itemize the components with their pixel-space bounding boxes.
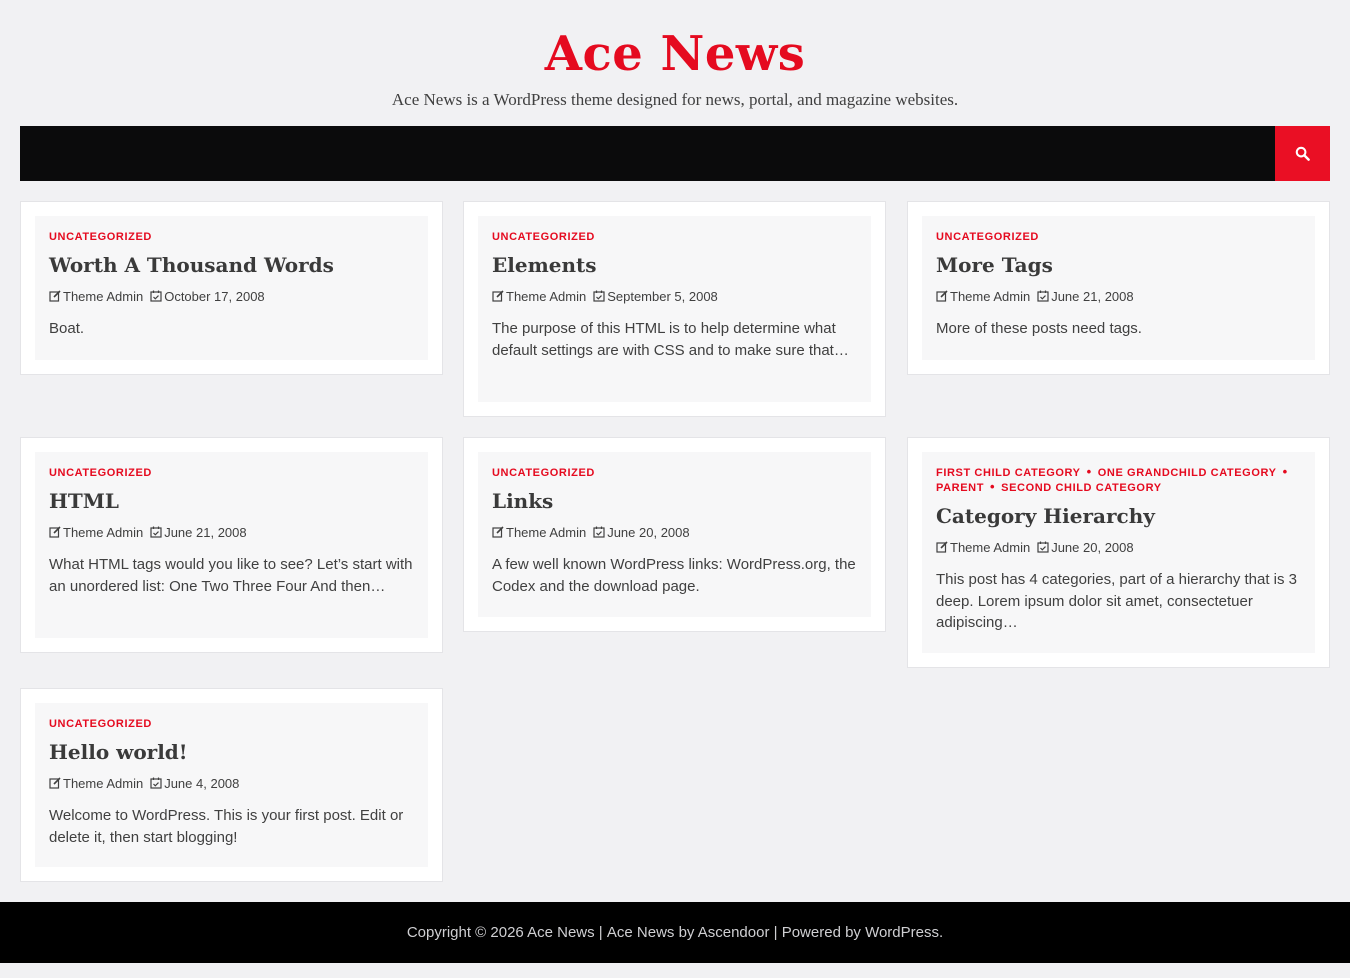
post-date[interactable]	[150, 289, 264, 304]
post-card	[20, 201, 443, 375]
date-text: June 4, 2008	[164, 775, 240, 791]
post-card	[463, 201, 886, 417]
post-meta	[936, 539, 1301, 555]
post-excerpt: A few well known WordPress links: WordPress.org, the Codex and the download page.	[492, 556, 856, 595]
category-link[interactable]: PARENT	[936, 482, 985, 494]
main-navigation	[20, 126, 1330, 181]
post-date[interactable]	[593, 525, 689, 540]
post-meta	[49, 524, 414, 540]
post-card	[20, 437, 443, 653]
date-text: October 17, 2008	[164, 288, 265, 304]
edit-icon	[936, 541, 948, 553]
post-author[interactable]	[49, 776, 143, 791]
post-categories	[936, 230, 1301, 245]
author-name: Theme Admin	[63, 288, 144, 304]
calendar-check-icon	[150, 290, 162, 302]
category-link[interactable]: UNCATEGORIZED	[49, 231, 152, 243]
post-title[interactable]: Elements	[492, 253, 597, 277]
post-date[interactable]	[593, 289, 718, 304]
post-author[interactable]	[936, 289, 1030, 304]
category-link[interactable]: UNCATEGORIZED	[49, 467, 152, 479]
author-name: Theme Admin	[63, 775, 144, 791]
post-title[interactable]: Links	[492, 489, 554, 513]
calendar-check-icon	[150, 526, 162, 538]
post-date[interactable]	[150, 776, 239, 791]
post-author[interactable]	[492, 525, 586, 540]
post-title[interactable]: HTML	[49, 489, 119, 513]
wordpress-credit-link[interactable]: Powered by WordPress.	[781, 924, 944, 941]
post-title[interactable]: Worth A Thousand Words	[49, 253, 334, 277]
post-meta	[492, 288, 857, 304]
calendar-check-icon	[1037, 290, 1049, 302]
category-separator: •	[990, 479, 996, 494]
calendar-check-icon	[593, 290, 605, 302]
author-name: Theme Admin	[506, 524, 587, 540]
post-title[interactable]: More Tags	[936, 253, 1053, 277]
date-text: June 21, 2008	[1051, 288, 1134, 304]
copyright-text: Copyright © 2026 Ace News	[406, 924, 595, 941]
post-excerpt: More of these posts need tags.	[936, 320, 1142, 337]
post-date[interactable]	[1037, 540, 1133, 555]
post-author[interactable]	[49, 525, 143, 540]
edit-icon	[936, 290, 948, 302]
post-date[interactable]	[1037, 289, 1133, 304]
post-categories	[492, 466, 857, 481]
post-card	[20, 688, 443, 882]
post-categories	[49, 466, 414, 481]
post-meta	[49, 775, 414, 791]
post-card	[907, 201, 1330, 375]
site-header	[0, 0, 1350, 126]
post-excerpt: Boat.	[49, 320, 85, 337]
post-author[interactable]	[936, 540, 1030, 555]
calendar-check-icon	[150, 777, 162, 789]
theme-credit-link[interactable]: Ace News by Ascendoor	[606, 924, 770, 941]
category-link[interactable]: UNCATEGORIZED	[936, 231, 1039, 243]
search-icon	[1295, 146, 1310, 161]
category-link[interactable]: UNCATEGORIZED	[492, 231, 595, 243]
post-title[interactable]: Category Hierarchy	[936, 504, 1155, 528]
date-text: June 20, 2008	[607, 524, 690, 540]
post-excerpt: What HTML tags would you like to see? Let’s start with an unordered list: One Two Three Four And then…	[49, 556, 413, 595]
author-name: Theme Admin	[63, 524, 144, 540]
site-footer	[0, 902, 1350, 963]
post-excerpt: Welcome to WordPress. This is your first post. Edit or delete it, then start blogging!	[49, 807, 404, 846]
edit-icon	[492, 290, 504, 302]
post-meta	[492, 524, 857, 540]
edit-icon	[492, 526, 504, 538]
author-name: Theme Admin	[950, 539, 1031, 555]
author-name: Theme Admin	[950, 288, 1031, 304]
post-categories	[49, 717, 414, 732]
site-tagline: Ace News is a WordPress theme designed for news, portal, and magazine websites.	[391, 90, 959, 109]
post-card	[463, 437, 886, 632]
calendar-check-icon	[1037, 541, 1049, 553]
category-separator: •	[1086, 464, 1092, 479]
category-link[interactable]: UNCATEGORIZED	[492, 467, 595, 479]
post-author[interactable]	[49, 289, 143, 304]
author-name: Theme Admin	[506, 288, 587, 304]
edit-icon	[49, 777, 61, 789]
date-text: September 5, 2008	[607, 288, 718, 304]
category-link[interactable]: SECOND CHILD CATEGORY	[1001, 482, 1162, 494]
footer-separator: |	[594, 924, 607, 941]
post-excerpt: The purpose of this HTML is to help determine what default settings are with CSS and to make sure that…	[492, 320, 849, 359]
post-meta	[936, 288, 1301, 304]
post-meta	[49, 288, 414, 304]
post-categories	[936, 466, 1301, 496]
post-author[interactable]	[492, 289, 586, 304]
post-title[interactable]: Hello world!	[49, 740, 188, 764]
search-button[interactable]	[1275, 126, 1330, 181]
category-link[interactable]: UNCATEGORIZED	[49, 718, 152, 730]
category-separator: •	[1282, 464, 1288, 479]
date-text: June 21, 2008	[164, 524, 247, 540]
calendar-check-icon	[593, 526, 605, 538]
category-link[interactable]: FIRST CHILD CATEGORY	[936, 467, 1081, 479]
post-card	[907, 437, 1330, 668]
category-link[interactable]: ONE GRANDCHILD CATEGORY	[1097, 467, 1277, 479]
post-excerpt: This post has 4 categories, part of a hierarchy that is 3 deep. Lorem ipsum dolor sit amet, consectetuer adipiscing…	[936, 571, 1298, 631]
date-text: June 20, 2008	[1051, 539, 1134, 555]
post-categories	[492, 230, 857, 245]
footer-separator: |	[769, 924, 782, 941]
post-date[interactable]	[150, 525, 246, 540]
edit-icon	[49, 290, 61, 302]
post-categories	[49, 230, 414, 245]
site-title[interactable]: Ace News	[544, 26, 806, 82]
edit-icon	[49, 526, 61, 538]
